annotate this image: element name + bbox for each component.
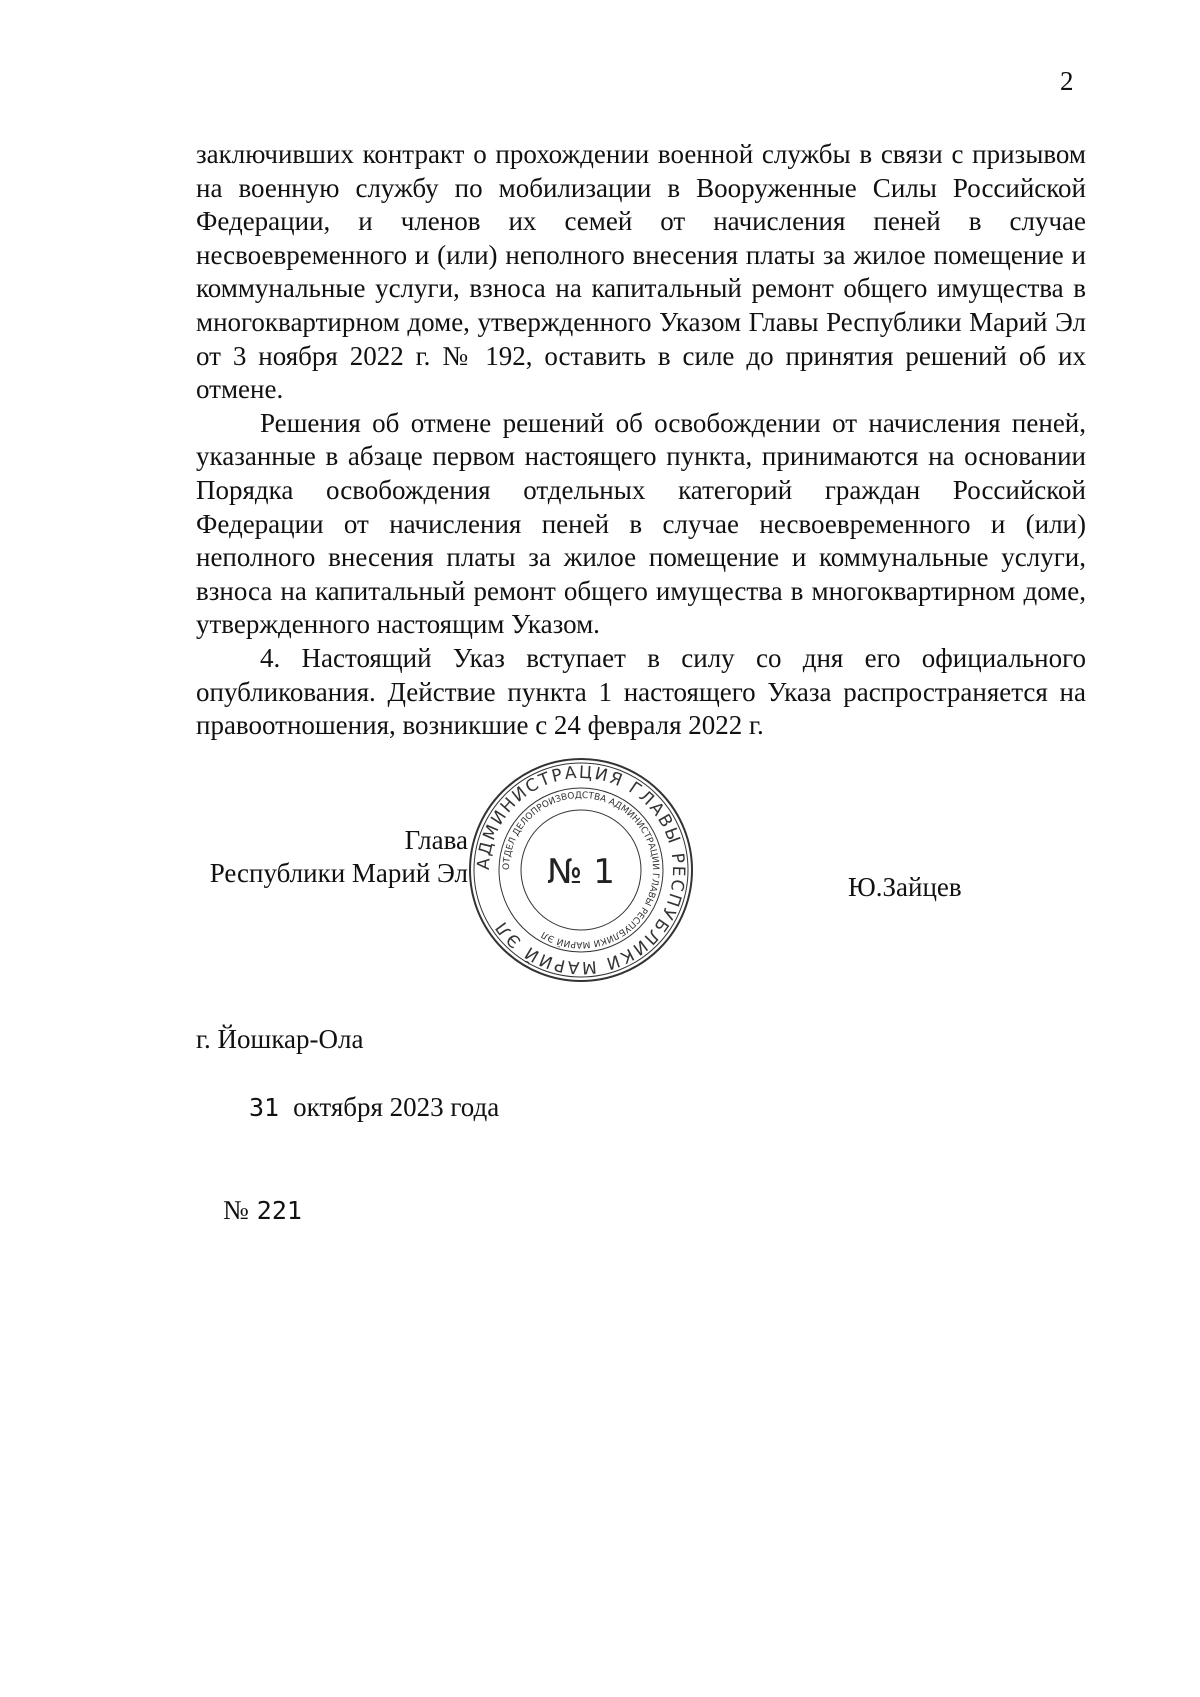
footer-day: 31 — [249, 1093, 280, 1122]
document-body — [196, 138, 1086, 743]
document-footer — [196, 1022, 499, 1262]
page-number: 2 — [1060, 66, 1074, 96]
signer-name: Ю.Зайцев — [848, 872, 962, 902]
footer-number-value: 221 — [256, 1196, 302, 1225]
paragraph-1: заключивших контракт о прохождении военной службы в связи с призывом на военную службу по мобилизации в Вооруженные Силы Российской Федерации, и членов их семей от начисления пеней в случае несвоевременного и (или) неполного внесения платы за жилое помещение и коммунальные услуги, взноса на капитальный ремонт общего имущества в многоквартирном доме, утвержденного Указом Главы Республики Марий Эл от 3 ноября 2022 г. № 192, оставить в силе до принятия решений об их отмене. — [196, 139, 1086, 405]
footer-number — [196, 1159, 499, 1262]
signer-title-line-2: Республики Марий Эл — [209, 858, 468, 888]
footer-number-prefix: № — [223, 1195, 249, 1225]
seal-inner-text: ОТДЕЛ ДЕЛОПРОИЗВОДСТВА АДМИНИСТРАЦИИ ГЛАВЫ РЕСПУБЛИКИ МАРИЙ ЭЛ — [501, 790, 661, 950]
signer-title — [209, 824, 468, 890]
seal-center-number: № 1 — [547, 852, 615, 892]
paragraph-2: Решения об отмене решений об освобождении от начисления пеней, указанные в абзаце первом настоящего пункта, принимаются на основании Порядка освобождения отдельных категорий граждан Российской Федерации от начисления пеней в случае несвоевременного и (или) неполного внесения платы за жилое помещение и коммунальные услуги, взноса на капитальный ремонт общего имущества в многоквартирном доме, утвержденного настоящим Указом. — [196, 407, 1086, 640]
official-seal — [466, 755, 696, 985]
footer-city: г. Йошкар-Ола — [196, 1024, 364, 1054]
footer-date — [196, 1056, 499, 1159]
footer-month-year: октября 2023 года — [293, 1092, 500, 1122]
seal-outer-text: АДМИНИСТРАЦИЯ ГЛАВЫ РЕСПУБЛИКИ МАРИЙ ЭЛ — [473, 762, 689, 978]
signer-title-line-1: Глава — [404, 825, 468, 855]
paragraph-3: 4. Настоящий Указ вступает в силу со дня его официального опубликования. Действие пункта 1 настоящего Указа распространяется на правоотношения, возникшие с 24 февраля 2022 г. — [196, 642, 1086, 741]
